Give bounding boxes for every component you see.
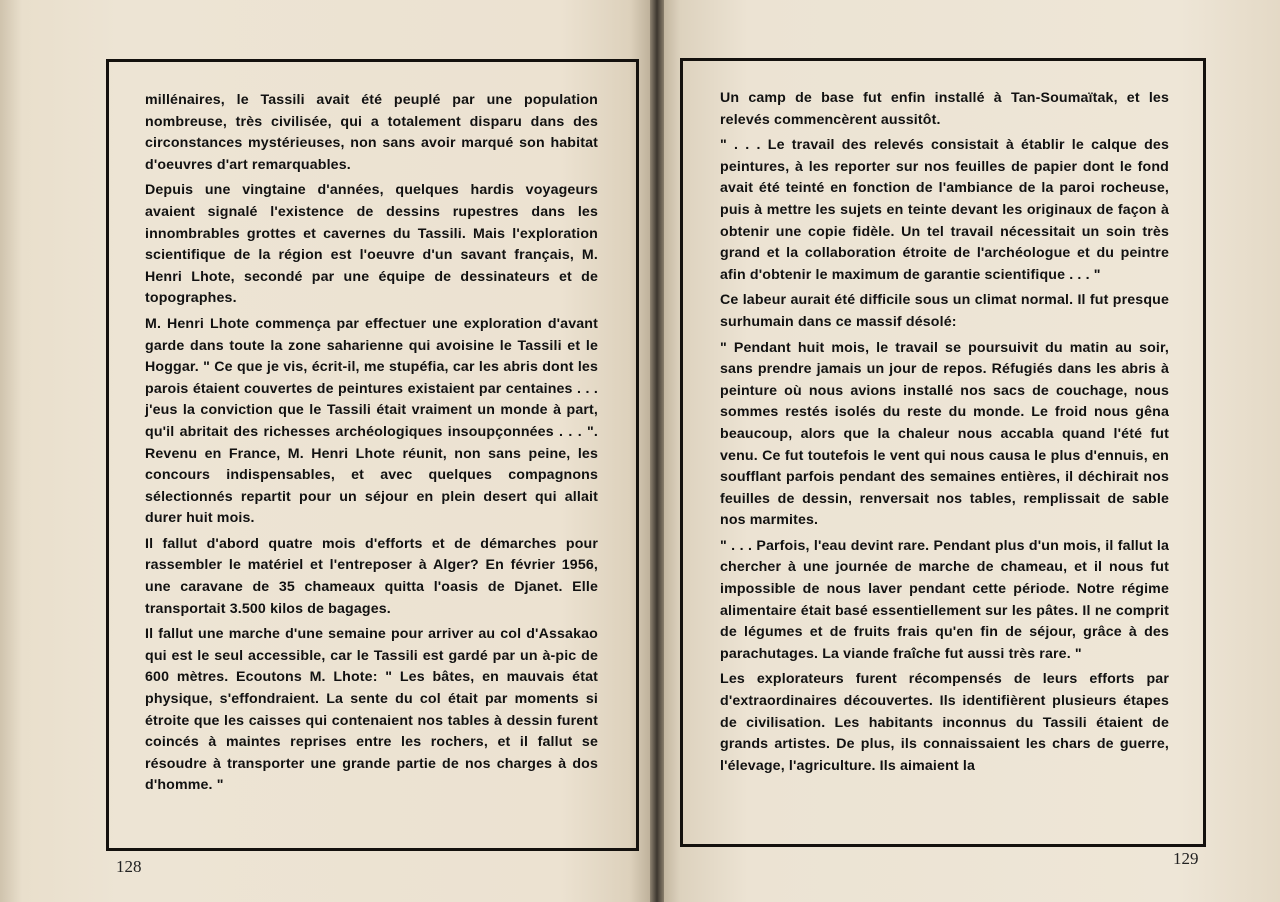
left-page-number: 128 — [116, 857, 142, 876]
right-paragraph-4: " Pendant huit mois, le travail se poursuivit du matin au soir, sans prendre jamais un jour de repos. Réfugiés dans les abris à peinture où nous avions installé nos sacs de couchage, nous sommes restés isolés du reste du monde. Le froid nous gêna beaucoup, alors que la chaleur nous accabla quand l'été fut venu. Ce fut toutefois le vent qui nous causa le plus d'ennuis, en soufflant parfois pendant des semaines entières, il déchirait nos feuilles de dessin, renversait nos tables, remplissait de sable nos marmites. — [720, 339, 1169, 529]
right-page — [658, 0, 1280, 902]
left-paragraph-4: Il fallut d'abord quatre mois d'efforts et de démarches pour rassembler le matériel et l'entreposer à Alger? En février 1956, une caravane de 35 chameaux quitta l'oasis de Djanet. Elle transportait 3.500 kilos de bagages. — [145, 535, 598, 617]
right-text-frame — [680, 58, 1206, 847]
right-paragraph-2: " . . . Le travail des relevés consistait à établir le calque des peintures, à les reporter sur nos feuilles de papier dont le fond avait été teinté en fonction de l'ambiance de la paroi rocheuse, puis à mettre les sujets en teinte devant les originaux de façon à obtenir une copie fidèle. Un tel travail nécessitait un soin très grand et la collaboration étroite de l'archéologue et du peintre afin d'obtenir le maximum de garantie scientifique . . . " — [720, 137, 1169, 283]
left-paragraph-3: M. Henri Lhote commença par effectuer une exploration d'avant garde dans toute la zone saharienne qui avoisine le Tassili et le Hoggar. " Ce que je vis, écrit-il, me stupéfia, car les abris dont les parois étaient couvertes de peintures existaient par centaines . . . j'eus la conviction que le Tassili était vraiment un monde à part, qu'il abritait des richesses archéologiques insoupçonnées . . . ". Revenu en France, M. Henri Lhote réunit, non sans peine, les concours indispensables, et avec quelques compagnons sélectionnés repartit pour un séjour en plein desert qui allait durer huit mois. — [145, 315, 598, 527]
right-paragraph-1: Un camp de base fut enfin installé à Tan-Soumaïtak, et les relevés commencèrent aussitôt. — [720, 90, 1169, 128]
right-paragraph-6: Les explorateurs furent récompensés de leurs efforts par d'extraordinaires découvertes. Ils identifièrent plusieurs étapes de civilisation. Les habitants inconnus du Tassili étaient de grands artistes. De plus, ils connaissaient les chars de guerre, l'élevage, l'agriculture. Ils aimaient la — [720, 671, 1169, 774]
left-page-text — [145, 90, 598, 801]
left-paragraph-1: millénaires, le Tassili avait été peuplé par une population nombreuse, très civilisée, qui a totalement disparu dans des circonstances mystérieuses, non sans avoir marqué son habitat d'oeuvres d'art remarquables. — [145, 92, 598, 173]
left-paragraph-2: Depuis une vingtaine d'années, quelques hardis voyageurs avaient signalé l'existence de dessins rupestres dans les innombrables grottes et cavernes du Tassili. Mais l'exploration scientifique de la région est l'oeuvre d'un savant français, M. Henri Lhote, secondé par une équipe de dessinateurs et de topographes. — [145, 182, 598, 307]
left-paragraph-5: Il fallut une marche d'une semaine pour arriver au col d'Assakao qui est le seul accessible, car le Tassili est gardé par un à-pic de 600 mètres. Ecoutons M. Lhote: " Les bâtes, en mauvais état physique, s'effondraient. La sente du col était par moments si étroite que les caisses qui contenaient nos tables à dessin furent coincés à maintes reprises entre les rochers, et il fallut se résoudre à transporter une grande partie de nos charges à dos d'homme. " — [145, 626, 598, 794]
right-page-number: 129 — [1173, 849, 1199, 868]
left-text-frame — [106, 59, 639, 851]
right-paragraph-3: Ce labeur aurait été difficile sous un climat normal. Il fut presque surhumain dans ce massif désolé: — [720, 292, 1169, 330]
right-page-text — [720, 88, 1169, 781]
book-gutter — [650, 0, 664, 902]
right-paragraph-5: " . . . Parfois, l'eau devint rare. Pendant plus d'un mois, il fallut la chercher à une journée de marche de chameau, et il nous fut impossible de nous laver pendant cette période. Notre régime alimentaire était basé essentiellement sur les pâtes. Il ne comprit de légumes et de fruits frais qu'en fin de séjour, grâce à des parachutages. La viande fraîche fut aussi très rare. " — [720, 537, 1169, 662]
